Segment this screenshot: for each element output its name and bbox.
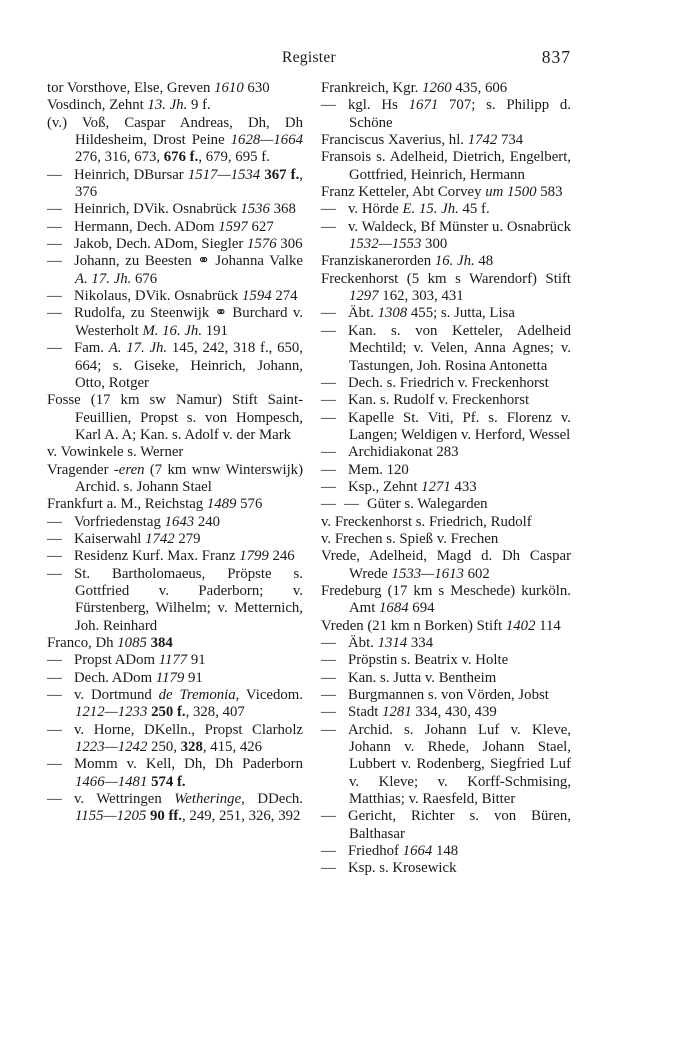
index-entry <box>321 80 571 97</box>
entry-text: Fransois s. Adelheid, Dietrich, Engelbert, Gottfried, Heinrich, Hermann <box>321 149 571 183</box>
index-entry <box>321 860 571 877</box>
entry-text: 91 <box>184 669 203 686</box>
entry-text: Gericht, Richter s. von Büren, Balthasar <box>348 808 571 842</box>
entry-text-italic: 1643 <box>164 513 195 530</box>
entry-text: Franziskanerorden <box>321 253 435 270</box>
index-entry <box>47 80 303 97</box>
entry-text-italic: 1177 <box>158 652 188 669</box>
ditto-dash: — <box>321 635 336 651</box>
index-entry <box>321 808 571 843</box>
index-entry <box>321 132 571 149</box>
entry-text-italic: 1597 <box>218 218 248 235</box>
index-entry <box>47 531 303 548</box>
entry-text-italic: 1684 <box>379 600 409 617</box>
entry-text: 250, <box>147 739 181 756</box>
index-entry <box>321 548 571 583</box>
entry-text-italic: 1533—1613 <box>391 565 464 582</box>
entry-text-italic: 1271 <box>421 478 451 495</box>
entry-text: , 415, 426 <box>202 739 263 756</box>
index-entry <box>321 722 571 809</box>
index-entry <box>47 462 303 497</box>
entry-text: Franciscus Xaverius, hl. <box>321 132 468 149</box>
entry-text-italic: 1212—1233 <box>75 704 148 721</box>
ditto-dash: — <box>47 340 62 357</box>
index-entry <box>321 687 571 704</box>
ditto-dash: — <box>47 756 62 773</box>
index-entry <box>321 184 571 201</box>
entry-text-italic: 1489 <box>206 496 237 513</box>
index-entry <box>47 288 303 305</box>
index-entry <box>47 687 303 722</box>
entry-text: Äbt. <box>348 305 378 322</box>
entry-text: kgl. Hs <box>348 97 409 114</box>
index-entry <box>47 97 303 114</box>
entry-text: Burgmannen s. von Vörden, Jobst <box>348 687 549 704</box>
entry-text: Heinrich, DBursar <box>74 166 188 183</box>
ditto-dash: — <box>321 444 336 461</box>
entry-text-bold: 90 ff. <box>149 808 183 825</box>
entry-text: Frankreich, Kgr. <box>321 80 423 96</box>
ditto-dash: — <box>47 201 62 218</box>
entry-text: Archid. s. Johann Luf v. Kleve, Johann v. Rhede, Johann Stael, Lubbert v. Rodenberg, Siegfried Luf v. Kleve; v. Korff-Schmising, Matthias; v. Raesfeld, Bitter <box>348 721 571 808</box>
entry-text: 455; s. Jutta, Lisa <box>407 305 515 322</box>
entry-text: v. Hörde <box>348 201 403 218</box>
entry-text-italic: Wetheringe <box>174 791 242 808</box>
ditto-dash: — <box>47 530 62 547</box>
entry-text: Vrede, Adelheid, Magd d. Dh Caspar Wrede <box>321 548 571 582</box>
index-entry <box>47 340 303 392</box>
entry-text: Ksp., Zehnt <box>348 478 422 495</box>
ditto-dash: — <box>47 218 62 235</box>
entry-text: 148 <box>432 843 459 860</box>
entry-text: 45 f. <box>458 201 490 218</box>
ditto-dash: — <box>321 322 336 339</box>
entry-text: 734 <box>497 132 524 149</box>
index-entry <box>321 462 571 479</box>
entry-text: 627 <box>247 218 274 235</box>
entry-text-italic: 1594 <box>242 288 272 305</box>
index-columns <box>47 80 571 878</box>
entry-text-italic: 1532—1553 <box>349 236 422 253</box>
ditto-dash: — <box>47 305 62 322</box>
ditto-dash: — <box>321 374 336 391</box>
ditto-dash: — <box>321 201 336 218</box>
entry-text-italic: E. 15. Jh. <box>402 201 459 218</box>
ditto-dash: — <box>321 97 336 114</box>
index-entry <box>321 583 571 618</box>
entry-text-italic: A. 17. Jh. <box>75 270 132 287</box>
index-entry <box>321 704 571 721</box>
index-entry <box>47 652 303 669</box>
entry-text-italic: 1671 <box>408 97 439 114</box>
index-entry <box>321 323 571 375</box>
entry-text: 246 <box>268 548 295 565</box>
index-entry <box>47 444 303 461</box>
entry-text: 676 <box>131 270 158 287</box>
index-entry <box>47 236 303 253</box>
index-entry <box>47 722 303 757</box>
ditto-dash: — <box>321 843 336 860</box>
index-entry <box>47 201 303 218</box>
entry-text-italic: 1664 <box>402 843 433 860</box>
entry-text: 435, 606 <box>451 80 508 96</box>
entry-text: 334 <box>407 635 434 651</box>
entry-text: 433 <box>450 478 477 495</box>
ditto-dash: — <box>47 288 62 305</box>
ditto-dash: — <box>321 669 336 686</box>
entry-text: Pröpstin s. Beatrix v. Holte <box>348 652 509 669</box>
entry-text-italic: 1179 <box>155 669 185 686</box>
entry-text: Fosse (17 km sw Namur) Stift Saint-Feuillien, Propst s. von Hompesch, Karl A. A; Kan. s. Adolf v. der Mark <box>47 392 303 443</box>
entry-text: v. Frechen s. Spieß v. Frechen <box>321 530 499 547</box>
ditto-dash: — <box>321 478 336 495</box>
entry-text-italic: 1308 <box>377 305 408 322</box>
entry-text: Johann, zu Beesten ⚭ Johanna Valke <box>74 253 303 270</box>
entry-text: 162, 303, 431 <box>378 288 464 305</box>
entry-text: Vreden (21 km n Borken) Stift <box>321 617 506 634</box>
entry-text-italic: 16. Jh. <box>434 253 475 270</box>
entry-text-italic: M. 16. Jh. <box>142 322 203 339</box>
index-entry <box>47 756 303 791</box>
entry-text-italic: 1085 <box>117 635 147 651</box>
entry-text: 279 <box>174 530 201 547</box>
index-entry <box>321 843 571 860</box>
entry-text-italic: 1517—1534 <box>187 166 261 183</box>
entry-text: Nikolaus, DVik. Osnabrück <box>74 288 243 305</box>
entry-text-bold: 250 f. <box>151 704 186 721</box>
index-entry <box>47 496 303 513</box>
column-right <box>321 80 571 878</box>
entry-text: 145, 242, 318 f., 650, 664; s. Giseke, Heinrich, Johann, Otto, Rotger <box>75 340 303 391</box>
entry-text: Franz Ketteler, Abt Corvey <box>321 184 486 201</box>
index-entry <box>321 410 571 445</box>
entry-text-italic: 1610 <box>214 80 244 96</box>
entry-text: St. Bartholomaeus, Pröpste s. Gottfried v. Paderborn; v. Fürstenberg, Wilhelm; v. Metternich, Joh. Reinhard <box>74 565 303 634</box>
ditto-dash: — <box>47 669 62 686</box>
page-header <box>47 47 571 69</box>
index-entry <box>321 392 571 409</box>
entry-text: Fredeburg (17 km s Meschede) kurköln. Amt <box>321 582 571 617</box>
entry-text: 576 <box>236 496 263 513</box>
index-entry <box>321 271 571 306</box>
entry-text-italic: um 1500 <box>485 184 537 201</box>
index-entry <box>47 635 303 652</box>
index-entry <box>321 635 571 652</box>
entry-text: (v.) Voß, Caspar Andreas, Dh, Dh Hildesheim, Drost Peine <box>47 114 303 149</box>
ditto-dash: — <box>47 548 62 565</box>
index-entry <box>47 115 303 167</box>
entry-text: Kan. s. Jutta v. Bentheim <box>348 669 497 686</box>
ditto-dash: — <box>47 721 62 738</box>
index-entry <box>321 444 571 461</box>
entry-text: 602 <box>463 565 490 582</box>
ditto-dash: — <box>47 565 62 582</box>
entry-text: v. Vowinkele s. Werner <box>47 444 184 461</box>
entry-text: 48 <box>474 253 494 270</box>
ditto-dash: — <box>47 166 62 183</box>
entry-text-italic: 1314 <box>377 635 408 651</box>
index-entry <box>321 305 571 322</box>
entry-text: Archidiakonat 283 <box>348 444 459 461</box>
index-entry <box>47 514 303 531</box>
entry-text-italic: -eren <box>113 461 145 478</box>
entry-text: 9 f. <box>187 97 211 114</box>
entry-text: , 679, 695 f. <box>198 149 270 166</box>
entry-text-italic: 1466—1481 <box>75 773 148 790</box>
index-entry <box>321 652 571 669</box>
entry-text: 630 <box>243 80 270 96</box>
entry-text: Propst ADom <box>74 652 159 669</box>
entry-text-italic: 1536 <box>240 201 270 218</box>
ditto-dash: — <box>321 305 336 322</box>
entry-text: 240 <box>194 513 221 530</box>
entry-text-bold: 328 <box>180 739 203 756</box>
entry-text: , Vicedom. <box>235 687 303 704</box>
ditto-dash: — <box>47 791 62 808</box>
entry-text: Stadt <box>348 704 383 721</box>
entry-text: v. Freckenhorst s. Friedrich, Rudolf <box>321 513 532 530</box>
entry-text: v. Wettringen <box>74 791 175 808</box>
entry-text: Mem. 120 <box>348 461 409 478</box>
index-entry <box>321 496 571 513</box>
index-entry <box>321 514 571 531</box>
entry-text: Freckenhorst (5 km s Warendorf) Stift <box>321 270 571 287</box>
entry-text: , DDech. <box>241 791 303 808</box>
ditto-dash: — <box>47 253 62 270</box>
entry-text: , 249, 251, 326, 392 <box>182 808 301 825</box>
entry-text: Frankfurt a. M., Reichstag <box>47 496 207 513</box>
entry-text: Dech. s. Friedrich v. Freckenhorst <box>348 374 549 391</box>
entry-text: Äbt. <box>348 635 378 651</box>
entry-text-italic: A. 17. Jh. <box>108 340 168 357</box>
index-entry <box>321 479 571 496</box>
entry-text: Franco, Dh <box>47 635 118 651</box>
entry-text-bold: 367 f. <box>264 166 300 183</box>
entry-text: Residenz Kurf. Max. Franz <box>74 548 240 565</box>
entry-text: Rudolfa, zu Steenwijk ⚭ Burchard v. Westerholt <box>74 305 303 339</box>
ditto-dash: — <box>47 513 62 530</box>
entry-text: (7 km wnw Winterswijk) Archid. s. Johann Stael <box>75 461 304 495</box>
entry-text: 368 <box>269 201 296 218</box>
ditto-dash: — <box>321 808 336 825</box>
entry-text-bold: 676 f. <box>163 149 199 166</box>
index-entry <box>321 375 571 392</box>
index-entry <box>321 149 571 184</box>
entry-text-italic: de Tremonia <box>158 687 236 704</box>
index-entry <box>47 219 303 236</box>
index-entry <box>321 97 571 132</box>
entry-text-bold: 574 f. <box>151 773 186 790</box>
entry-text-italic: 1223—1242 <box>75 739 148 756</box>
ditto-dash: — <box>321 704 336 721</box>
entry-text-italic: 1576 <box>247 236 277 253</box>
entry-text: 334, 430, 439 <box>411 704 497 721</box>
entry-text: 276, 316, 673, <box>75 149 164 166</box>
index-entry <box>321 219 571 254</box>
index-entry <box>321 201 571 218</box>
entry-text: , 376 <box>75 166 303 201</box>
entry-text: 114 <box>535 617 561 634</box>
ditto-dash: — <box>47 236 62 253</box>
entry-text: 274 <box>271 288 298 305</box>
ditto-dash: — <box>321 461 336 478</box>
entry-text: Fam. <box>74 340 109 357</box>
ditto-dash: — <box>47 687 62 704</box>
entry-text-italic: 1799 <box>239 548 269 565</box>
running-title: Register <box>281 49 337 66</box>
entry-text: Vragender <box>47 461 114 478</box>
entry-text-italic: 1402 <box>505 617 536 634</box>
entry-text: tor Vorsthove, Else, Greven <box>47 80 215 96</box>
entry-text: Hermann, Dech. ADom <box>74 218 219 235</box>
entry-text: 306 <box>276 236 303 253</box>
entry-text: Heinrich, DVik. Osnabrück <box>74 201 241 218</box>
entry-text: 91 <box>187 652 206 669</box>
entry-text: Kaiserwahl <box>74 530 146 547</box>
page-number: 837 <box>541 47 571 67</box>
ditto-dash: — <box>321 392 336 409</box>
entry-text: , 328, 407 <box>185 704 245 721</box>
entry-text: 707; s. Philipp d. Schöne <box>349 97 572 131</box>
ditto-dash: — <box>321 687 336 704</box>
entry-text: Kapelle St. Viti, Pf. s. Florenz v. Langen; Weldigen v. Herford, Wessel <box>348 409 571 443</box>
entry-text: Vosdinch, Zehnt <box>47 97 148 114</box>
entry-text-italic: 1155—1205 <box>75 808 147 825</box>
index-entry <box>47 167 303 202</box>
index-entry <box>47 548 303 565</box>
entry-text-italic: 1297 <box>349 288 379 305</box>
index-entry <box>47 566 303 635</box>
entry-text: v. Waldeck, Bf Münster u. Osnabrück <box>348 218 571 235</box>
entry-text-italic: 1742 <box>467 132 498 149</box>
index-entry <box>321 670 571 687</box>
entry-text: Momm v. Kell, Dh, Dh Paderborn <box>74 756 303 773</box>
ditto-dash: — <box>321 721 336 738</box>
entry-text: Kan. s. von Ketteler, Adelheid Mechtild; v. Velen, Anna Agnes; v. Tastungen, Joh. Rosina Antonetta <box>348 322 571 374</box>
ditto-dash: — <box>344 496 359 513</box>
entry-text-italic: 13. Jh. <box>147 97 188 114</box>
index-entry <box>47 305 303 340</box>
entry-text: 191 <box>202 322 228 339</box>
entry-text: Jakob, Dech. ADom, Siegler <box>74 236 248 253</box>
column-left <box>47 80 303 878</box>
ditto-dash: — <box>47 652 62 669</box>
index-entry <box>321 531 571 548</box>
entry-text-bold: 384 <box>150 635 173 651</box>
entry-text: Friedhof <box>348 843 403 860</box>
ditto-dash: — <box>321 218 336 235</box>
entry-text: Vorfriedenstag <box>74 513 165 530</box>
entry-text: Ksp. s. Krosewick <box>348 860 457 877</box>
index-entry <box>47 791 303 826</box>
entry-text-italic: 1742 <box>145 530 175 547</box>
entry-text: 583 <box>536 184 563 201</box>
index-entry <box>321 618 571 635</box>
ditto-dash: — <box>321 860 336 877</box>
entry-text: Güter s. Walegarden <box>367 496 488 513</box>
index-entry <box>47 670 303 687</box>
ditto-dash: — <box>321 496 336 513</box>
entry-text: Dech. ADom <box>74 669 156 686</box>
index-entry <box>47 392 303 444</box>
entry-text: v. Horne, DKelln., Propst Clarholz <box>74 721 303 738</box>
entry-text: Kan. s. Rudolf v. Freckenhorst <box>348 392 530 409</box>
entry-text: 694 <box>408 600 435 617</box>
entry-text-italic: 1281 <box>382 704 412 721</box>
entry-text-italic: 1628—1664 <box>230 132 303 149</box>
entry-text: 300 <box>421 236 448 253</box>
entry-text-italic: 1260 <box>422 80 452 96</box>
index-entry <box>321 253 571 270</box>
index-entry <box>47 253 303 288</box>
ditto-dash: — <box>321 652 336 669</box>
entry-text: v. Dortmund <box>74 687 159 704</box>
ditto-dash: — <box>321 409 336 426</box>
